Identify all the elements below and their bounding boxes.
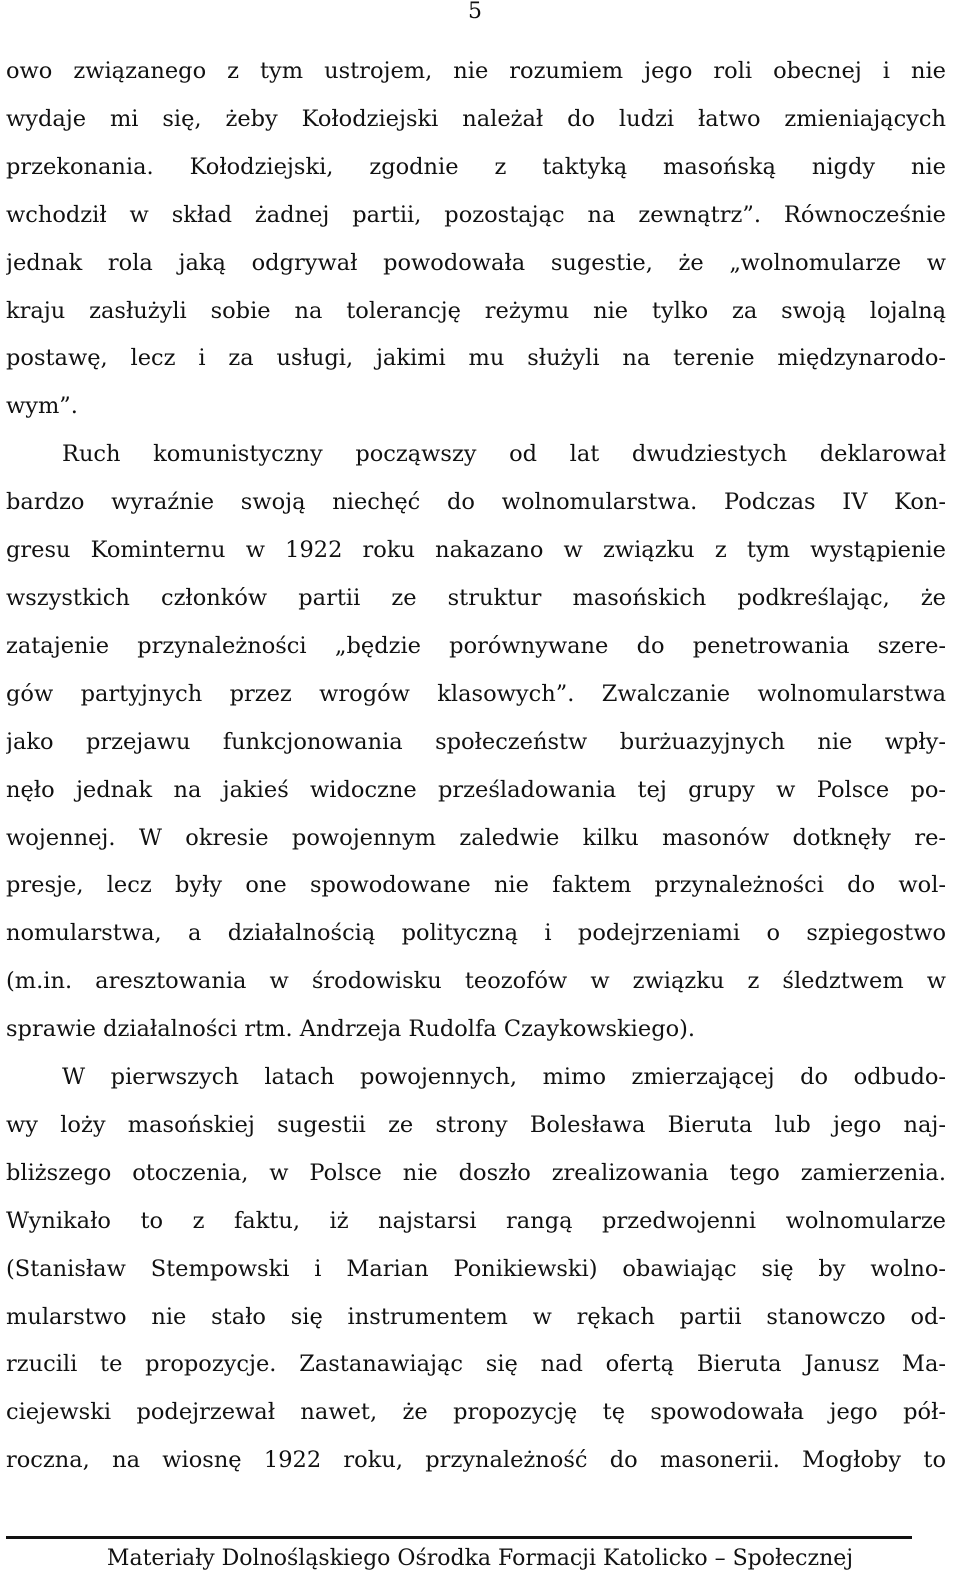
- text-line: rzucili te propozycje. Zastanawiając się nad ofertą Bieruta Janusz Ma-: [6, 1351, 946, 1378]
- text-line: zatajenie przynależności „będzie porównywane do penetrowania szere-: [6, 632, 946, 659]
- document-body: [6, 48, 946, 1485]
- text-line: Wynikało to z faktu, iż najstarsi rangą przedwojenni wolnomularze: [6, 1207, 946, 1234]
- text-line: wym”.: [6, 393, 78, 420]
- paragraph-2-end: [6, 1006, 946, 1054]
- text-line: W pierwszych latach powojennych, mimo zmierzającej do odbudo-: [62, 1064, 946, 1091]
- text-line: roczna, na wiosnę 1922 roku, przynależność do masonerii. Mogłoby to: [6, 1447, 946, 1474]
- footer-rule: [6, 1536, 912, 1539]
- text-line: gresu Kominternu w 1922 roku nakazano w związku z tym wystąpienie: [6, 537, 946, 564]
- paragraph-3: [6, 1054, 946, 1485]
- text-line: Ruch komunistyczny począwszy od lat dwudziestych deklarował: [62, 441, 946, 468]
- text-line: owo związanego z tym ustrojem, nie rozumiem jego roli obecnej i nie: [6, 58, 946, 84]
- text-line: bardzo wyraźnie swoją niechęć do wolnomularstwa. Podczas IV Kon-: [6, 489, 946, 516]
- page-number: 5: [468, 0, 482, 24]
- paragraph-1: [6, 48, 946, 383]
- text-line: nomularstwa, a działalnością polityczną i podejrzeniami o szpiegostwo: [6, 920, 946, 947]
- text-line: ciejewski podejrzewał nawet, że propozycję tę spowodowała jego pół-: [6, 1399, 946, 1426]
- text-line: nęło jednak na jakieś widoczne prześladowania tej grupy w Polsce po-: [6, 776, 946, 803]
- text-line: przekonania. Kołodziejski, zgodnie z taktyką masońską nigdy nie: [6, 153, 946, 180]
- text-line: kraju zasłużyli sobie na tolerancję reżymu nie tylko za swoją lojalną: [6, 297, 946, 324]
- footer-text: Materiały Dolnośląskiego Ośrodka Formacji Katolicko – Społecznej: [106, 1546, 854, 1571]
- text-line: wojennej. W okresie powojennym zaledwie kilku masonów dotknęły re-: [6, 824, 946, 851]
- text-line: presje, lecz były one spowodowane nie faktem przynależności do wol-: [6, 872, 946, 899]
- paragraph-2: [6, 431, 946, 1006]
- text-line: jako przejawu funkcjonowania społeczeństw burżuazyjnych nie wpły-: [6, 728, 946, 755]
- text-line: wszystkich członków partii ze struktur masońskich podkreślając, że: [6, 584, 946, 611]
- text-line: wydaje mi się, żeby Kołodziejski należał do ludzi łatwo zmieniających: [6, 105, 946, 132]
- text-line: sprawie działalności rtm. Andrzeja Rudolfa Czaykowskiego).: [6, 1016, 696, 1043]
- text-line: mularstwo nie stało się instrumentem w rękach partii stanowczo od-: [6, 1303, 946, 1330]
- text-line: wy loży masońskiej sugestii ze strony Bolesława Bieruta lub jego naj-: [6, 1111, 946, 1138]
- text-line: (m.in. aresztowania w środowisku teozofów w związku z śledztwem w: [6, 968, 946, 995]
- text-line: bliższego otoczenia, w Polsce nie doszło zrealizowania tego zamierzenia.: [6, 1159, 946, 1186]
- text-line: wchodził w skład żadnej partii, pozostając na zewnątrz”. Równocześnie: [6, 201, 946, 228]
- text-line: (Stanisław Stempowski i Marian Ponikiewski) obawiając się by wolno-: [6, 1255, 946, 1282]
- text-line: postawę, lecz i za usługi, jakimi mu służyli na terenie międzynarodo-: [6, 345, 946, 372]
- text-line: gów partyjnych przez wrogów klasowych”. Zwalczanie wolnomularstwa: [6, 680, 946, 707]
- paragraph-1-end: [6, 383, 946, 431]
- text-line: jednak rola jaką odgrywał powodowała sugestie, że „wolnomularze w: [6, 249, 946, 276]
